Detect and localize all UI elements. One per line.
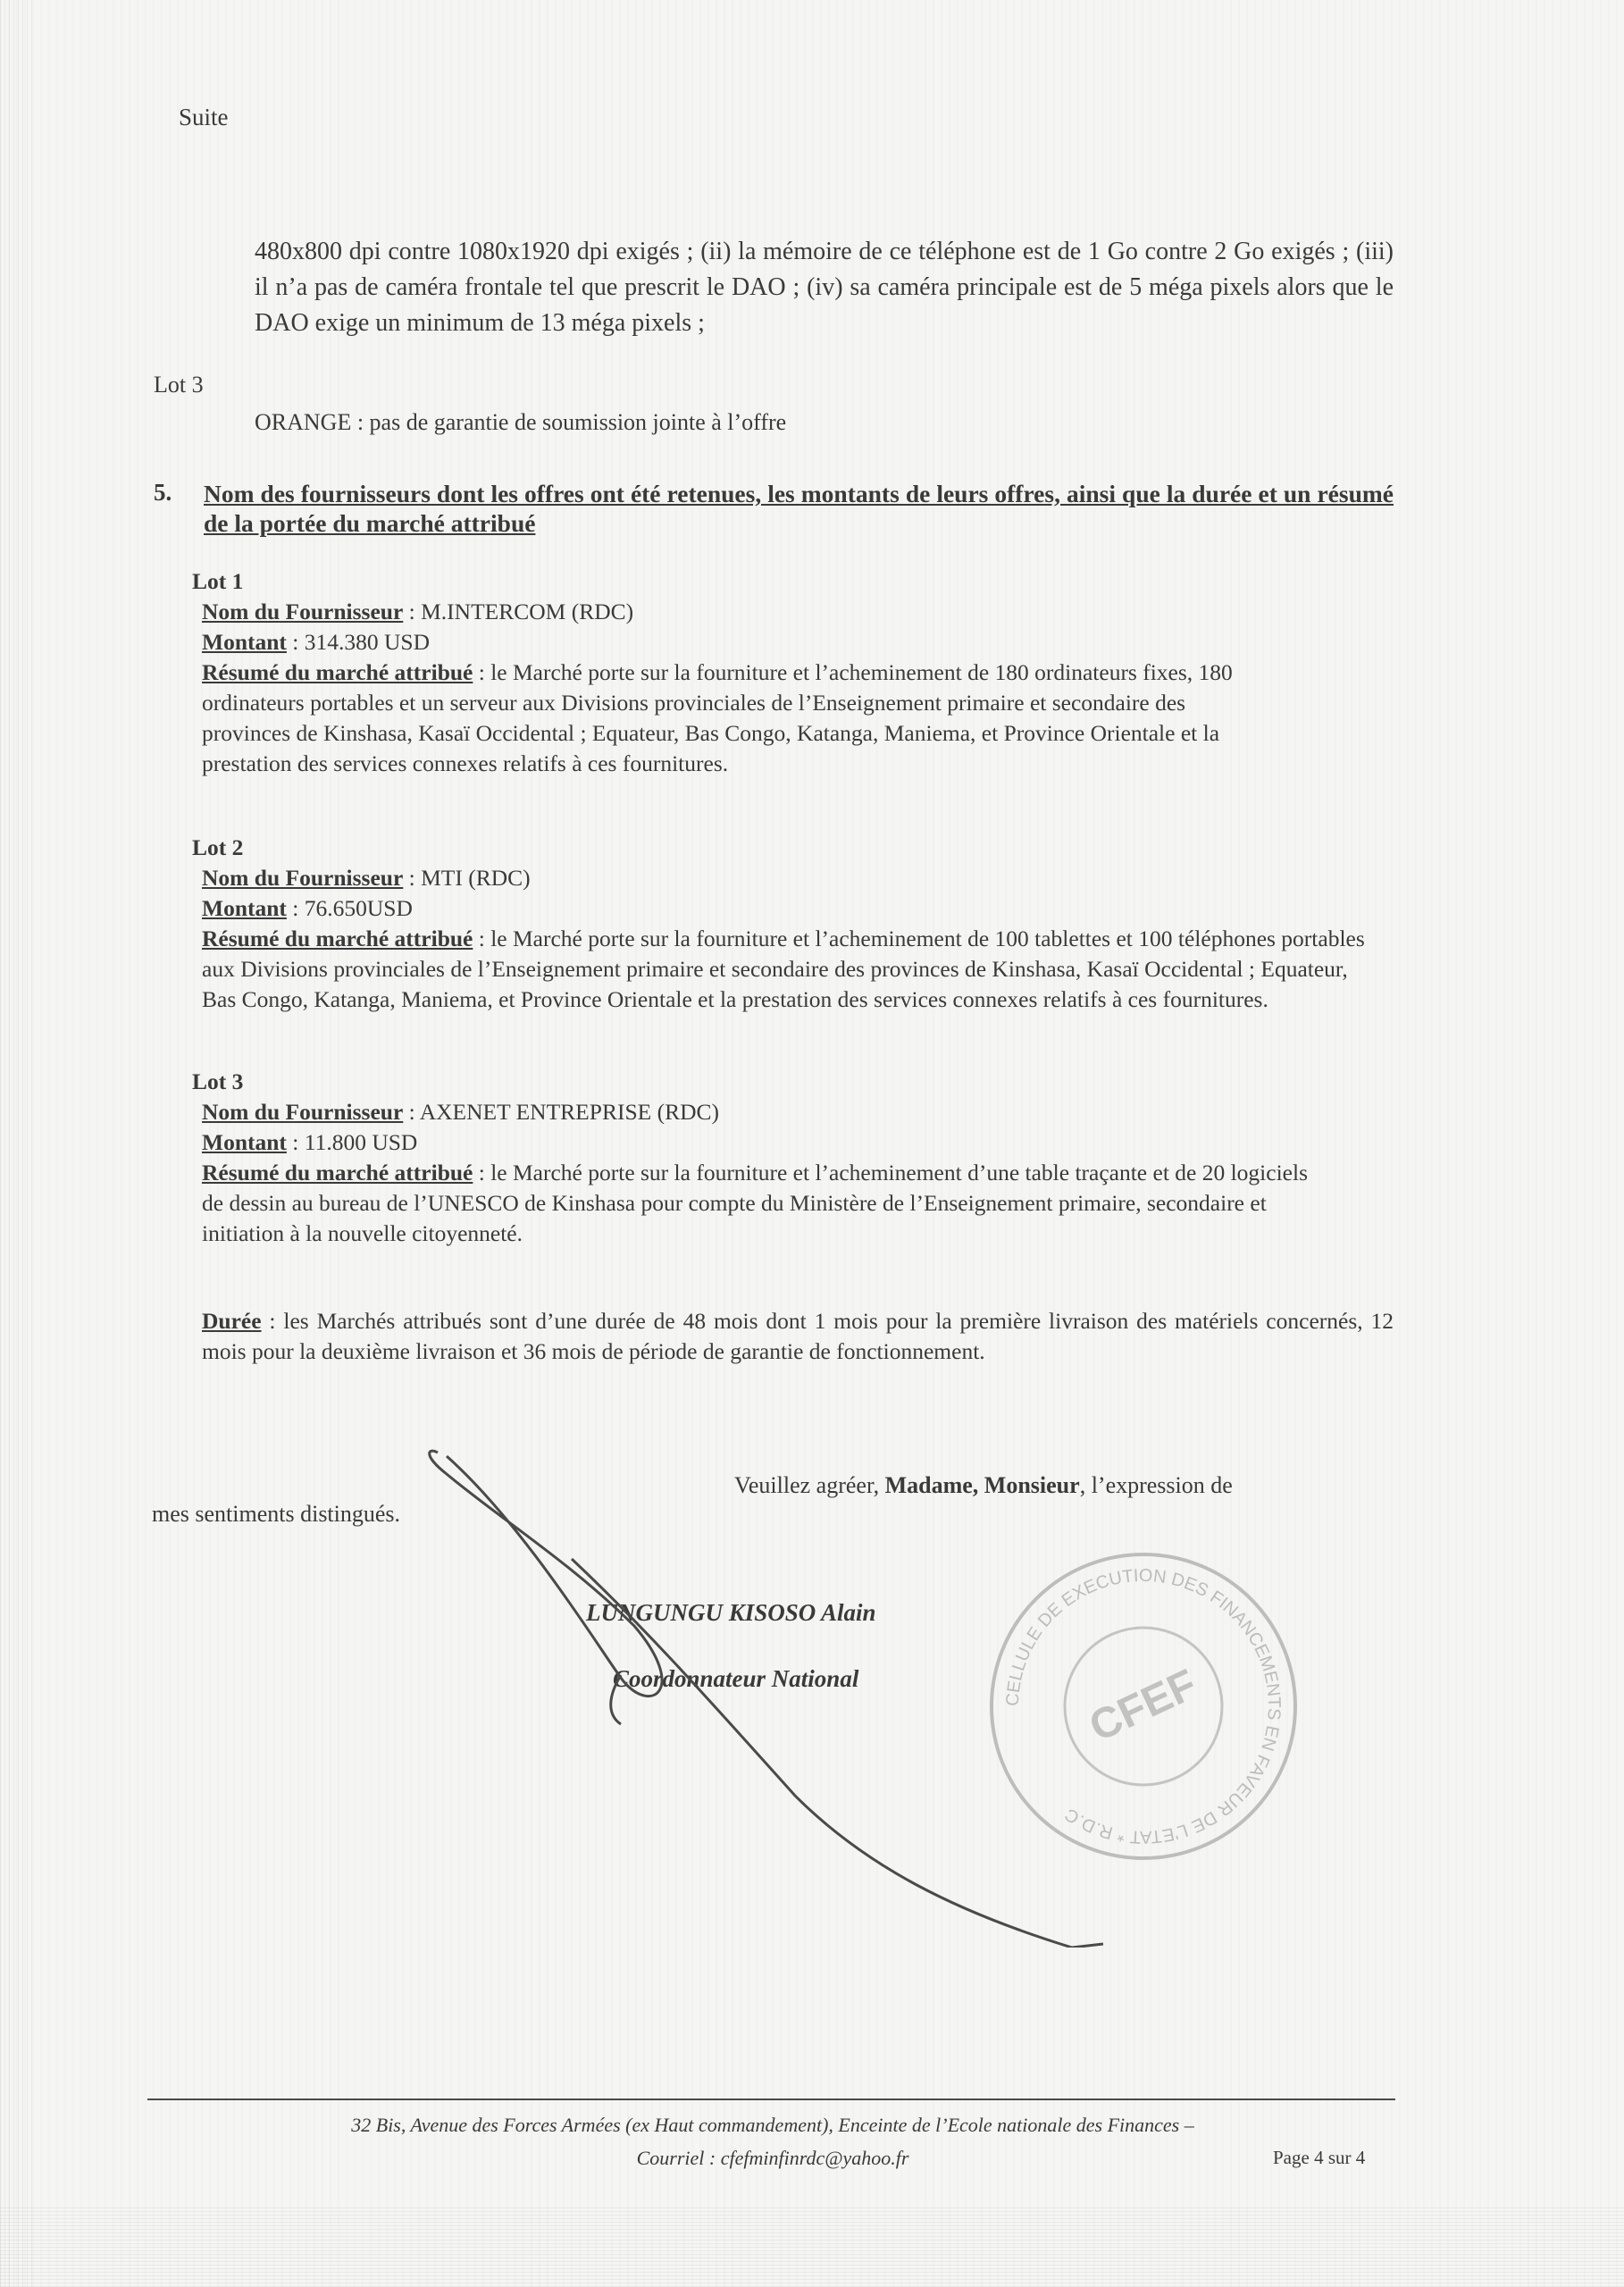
sep: : (473, 926, 491, 951)
summary-label: Résumé du marché attribué (202, 926, 473, 951)
lot-1 (192, 566, 1394, 779)
scan-edge (0, 0, 36, 2287)
summary-value: le Marché porte sur la fourniture et l’acheminement de 100 tablettes et 100 téléphones portables aux Divisions provinciales de l’Enseignement primaire et secondaire des provinces de Kinshasa, Kasaï Occidental ; Equateur, Bas Congo, Katanga, Maniema, et Province Orientale et la prestation des services connexes relatifs à ces fournitures. (202, 926, 1365, 1012)
scan-band (0, 2207, 1624, 2287)
suite-label: Suite (179, 104, 229, 130)
supplier-label: Nom du Fournisseur (202, 599, 404, 624)
lot-label: Lot 3 (192, 1068, 244, 1094)
orange-note: ORANGE : pas de garantie de soumission jointe à l’offre (255, 409, 787, 435)
supplier-value: AXENET ENTREPRISE (RDC) (419, 1099, 719, 1125)
supplier-label: Nom du Fournisseur (202, 1099, 404, 1125)
sep: : (286, 895, 305, 921)
intro-paragraph: 480x800 dpi contre 1080x1920 dpi exigés ; (ii) la mémoire de ce téléphone est de 1 Go contre 2 Go exigés ; (iii) il n’a pas de caméra frontale tel que prescrit le DAO ; (iv) sa caméra principale est de 5 méga pixels alors que le DAO exige un minimum de 13 méga pixels ; (255, 238, 1394, 337)
sep: : (403, 599, 422, 624)
summary-value: le Marché porte sur la fourniture et l’acheminement d’une table traçante et de 20 logiciels de dessin au bureau de l’UNESCO de Kinshasa pour compte du Ministère de l’Enseignement primaire, secondaire et initiation à la nouvelle citoyenneté. (202, 1160, 1308, 1246)
amount-label: Montant (202, 895, 287, 921)
closing-line-2: mes sentiments distingués. (152, 1501, 401, 1527)
section-number: 5. (154, 479, 172, 506)
closing-text: , l’expression de (1079, 1472, 1233, 1498)
amount-label: Montant (202, 1129, 287, 1155)
footer-divider (147, 2099, 1395, 2100)
duree-text: : les Marchés attribués sont d’une durée de 48 mois dont 1 mois pour la première livraison des matériels concernés, 12 mois pour la deuxième livraison et 36 mois de période de garantie de fonctionnement. (202, 1308, 1394, 1364)
handwritten-signature (420, 1447, 1242, 1948)
summary-value: le Marché porte sur la fourniture et l’acheminement de 180 ordinateurs fixes, 180 ordinateurs portables et un serveur aux Divisions provinciales de l’Enseignement primaire et secondaire des provinces de Kinshasa, Kasaï Occidental ; Equateur, Bas Congo, Katanga, Maniema, et Province Orientale et la prestation des services connexes relatifs à ces fournitures. (202, 659, 1233, 776)
closing-bold: Madame, Monsieur (884, 1472, 1080, 1498)
footer-email: Courriel : cfefminfinrdc@yahoo.fr (636, 2147, 909, 2169)
signatory-name: LUNGUNGU KISOSO Alain (586, 1599, 876, 1626)
supplier-value: MTI (RDC) (421, 865, 531, 891)
closing-text: Veuillez agréer, (734, 1472, 885, 1498)
stamp-center-text: CFEF (1082, 1661, 1204, 1752)
lot3-label: Lot 3 (154, 372, 204, 398)
amount-label: Montant (202, 629, 287, 655)
duree-paragraph (202, 1306, 1394, 1367)
stamp-ring-text: CELLULE DE EXECUTION DES FINANCEMENTS EN FAVEUR DE L'ETAT * R.D.C (1002, 1565, 1285, 1847)
sep: : (473, 659, 491, 685)
lot-label: Lot 1 (192, 568, 244, 594)
signatory-title: Coordonnateur National (613, 1665, 859, 1692)
supplier-label: Nom du Fournisseur (202, 865, 404, 891)
sep: : (473, 1160, 491, 1185)
page-number: Page 4 sur 4 (1273, 2147, 1366, 2168)
section-title: Nom des fournisseurs dont les offres ont été retenues, les montants de leurs offres, ainsi que la durée et un résumé de la portée du marché attribué (204, 480, 1394, 537)
summary-label: Résumé du marché attribué (202, 659, 473, 685)
lot-3 (192, 1067, 1394, 1249)
duree-label: Durée (202, 1308, 262, 1334)
sep: : (403, 865, 422, 891)
lot-2 (192, 833, 1394, 1015)
sep: : (403, 1099, 420, 1125)
supplier-value: M.INTERCOM (RDC) (421, 599, 634, 624)
footer-address: 32 Bis, Avenue des Forces Armées (ex Haut commandement), Enceinte de l’Ecole nationale des Finances – (351, 2114, 1194, 2136)
amount-value: 11.800 USD (304, 1129, 418, 1155)
amount-value: 76.650USD (304, 895, 413, 921)
amount-value: 314.380 USD (304, 629, 431, 655)
sep: : (286, 629, 305, 655)
sep: : (286, 1129, 305, 1155)
summary-label: Résumé du marché attribué (202, 1160, 473, 1185)
lot-label: Lot 2 (192, 834, 244, 860)
